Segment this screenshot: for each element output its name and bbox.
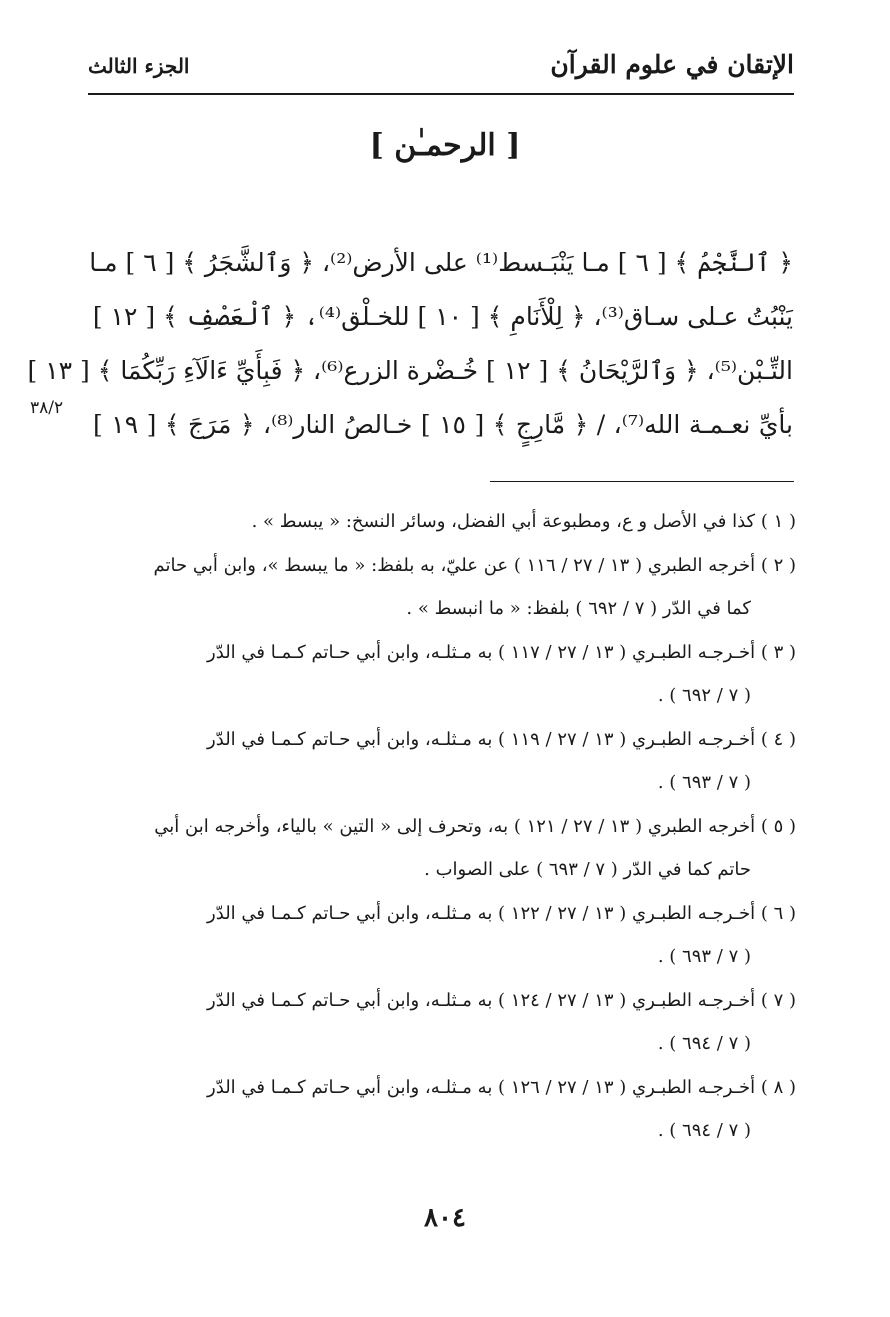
footnote-text: أخـرجـه الطبـري ( ١٣ / ٢٧ / ١١٧ ) به مـثلـه، وابن أبي حـاتم كـمـا في الدّر [207,641,756,663]
footnote-text: كذا في الأصل و ع، ومطبوعة أبي الفضل، وسائر النسخ: « يبسط » . [251,511,756,532]
footnote-text: أخـرجـه الطبـري ( ١٣ / ٢٧ / ١٢٤ ) به مـثلـه، وابن أبي حـاتم كـمـا في الدّر [207,989,756,1011]
footnote-text: ( ٧ / ٦٩٤ ) . [657,1033,751,1054]
footnote-text: ( ٧ / ٦٩٢ ) . [657,685,751,706]
margin-reference: ٣٨/٢ [30,398,64,418]
page-number: ٨٠٤ [424,1203,466,1233]
footnote [92,500,796,544]
footnote [92,631,796,718]
main-text-line: ﴿ ٱلنَّجْمُ ﴾ [ ٦ ] مـا يَنْبَـسط⁽¹⁾ على الأرض⁽²⁾، ﴿ وَٱلشَّجَرُ ﴾ [ ٦ ] مـا [89,248,793,277]
footnote-text: حاتم كما في الدّر ( ٧ / ٦٩٣ ) على الصواب . [424,859,751,880]
running-header [88,40,794,92]
footnote-number: ( ٧ ) [760,989,796,1011]
footnote-text: أخـرجـه الطبـري ( ١٣ / ٢٧ / ١١٩ ) به مـثلـه، وابن أبي حـاتم كـمـا في الدّر [207,728,756,750]
footnote-number: ( ٨ ) [760,1076,796,1098]
footnote-text: أخـرجـه الطبـري ( ١٣ / ٢٧ / ١٢٦ ) به مـثلـه، وابن أبي حـاتم كـمـا في الدّر [207,1076,756,1098]
footnote-text: أخرجه الطبري ( ١٣ / ٢٧ / ١١٦ ) عن عليّ، به بلفظ: « ما يبسط »، وابن أبي حاتم [153,554,756,576]
footnote-text: ( ٧ / ٦٩٣ ) . [657,946,751,967]
footnote-number: ( ٢ ) [760,554,796,576]
header-divider [88,93,794,95]
footnote-text: أخرجه الطبري ( ١٣ / ٢٧ / ١٢١ ) به، وتحرف إلى « التين » بالياء، وأخرجه ابن أبي [154,815,756,837]
footnote [92,544,796,631]
footnote-number: ( ٣ ) [760,641,796,663]
footnote [92,805,796,892]
main-text-line: التِّـبْن⁽⁵⁾، ﴿ وَٱلرَّيْحَانُ ﴾ [ ١٢ ] خُـضْرة الزرع⁽⁶⁾، ﴿ فَبِأَيِّ ءَالَآءِ رَبِّكُمَا ﴾ [ ١٣ ] [27,356,793,385]
footnote-number: ( ١ ) [760,511,796,532]
main-text-line: بأيِّ نعـمـة الله⁽⁷⁾، / ﴿ مَّارِجٍ ﴾ [ ١٥ ] خـالصُ النار⁽⁸⁾، ﴿ مَرَجَ ﴾ [ ١٩ ] [93,410,793,439]
footnote-number: ( ٥ ) [760,815,796,837]
footnote-divider [490,481,794,482]
footnote-number: ( ٦ ) [760,902,796,924]
main-text-line: يَنْبُتُ عـلى سـاق⁽³⁾، ﴿ لِلْأَنَامِ ﴾ [ ١٠ ] للخـلْق⁽⁴⁾، ﴿ ٱلْعَصْفِ ﴾ [ ١٢ ] [92,302,793,331]
footnote-text: كما في الدّر ( ٧ / ٦٩٢ ) بلفظ: « ما انبسط » . [406,598,751,619]
footnotes-list [92,500,796,1153]
footnote [92,979,796,1066]
footnote-text: ( ٧ / ٦٩٤ ) . [657,1120,751,1141]
volume-label: الجزء الثالث [88,54,190,78]
footnote [92,718,796,805]
footnote [92,892,796,979]
book-title: الإتقان في علوم القرآن [550,50,794,79]
footnote-text: ( ٧ / ٦٩٣ ) . [657,772,751,793]
surah-title: [ الرحمـٰن ] [369,128,521,163]
footnote-text: أخـرجـه الطبـري ( ١٣ / ٢٧ / ١٢٢ ) به مـثلـه، وابن أبي حـاتم كـمـا في الدّر [207,902,756,924]
footnote-number: ( ٤ ) [760,728,796,750]
footnote [92,1066,796,1153]
